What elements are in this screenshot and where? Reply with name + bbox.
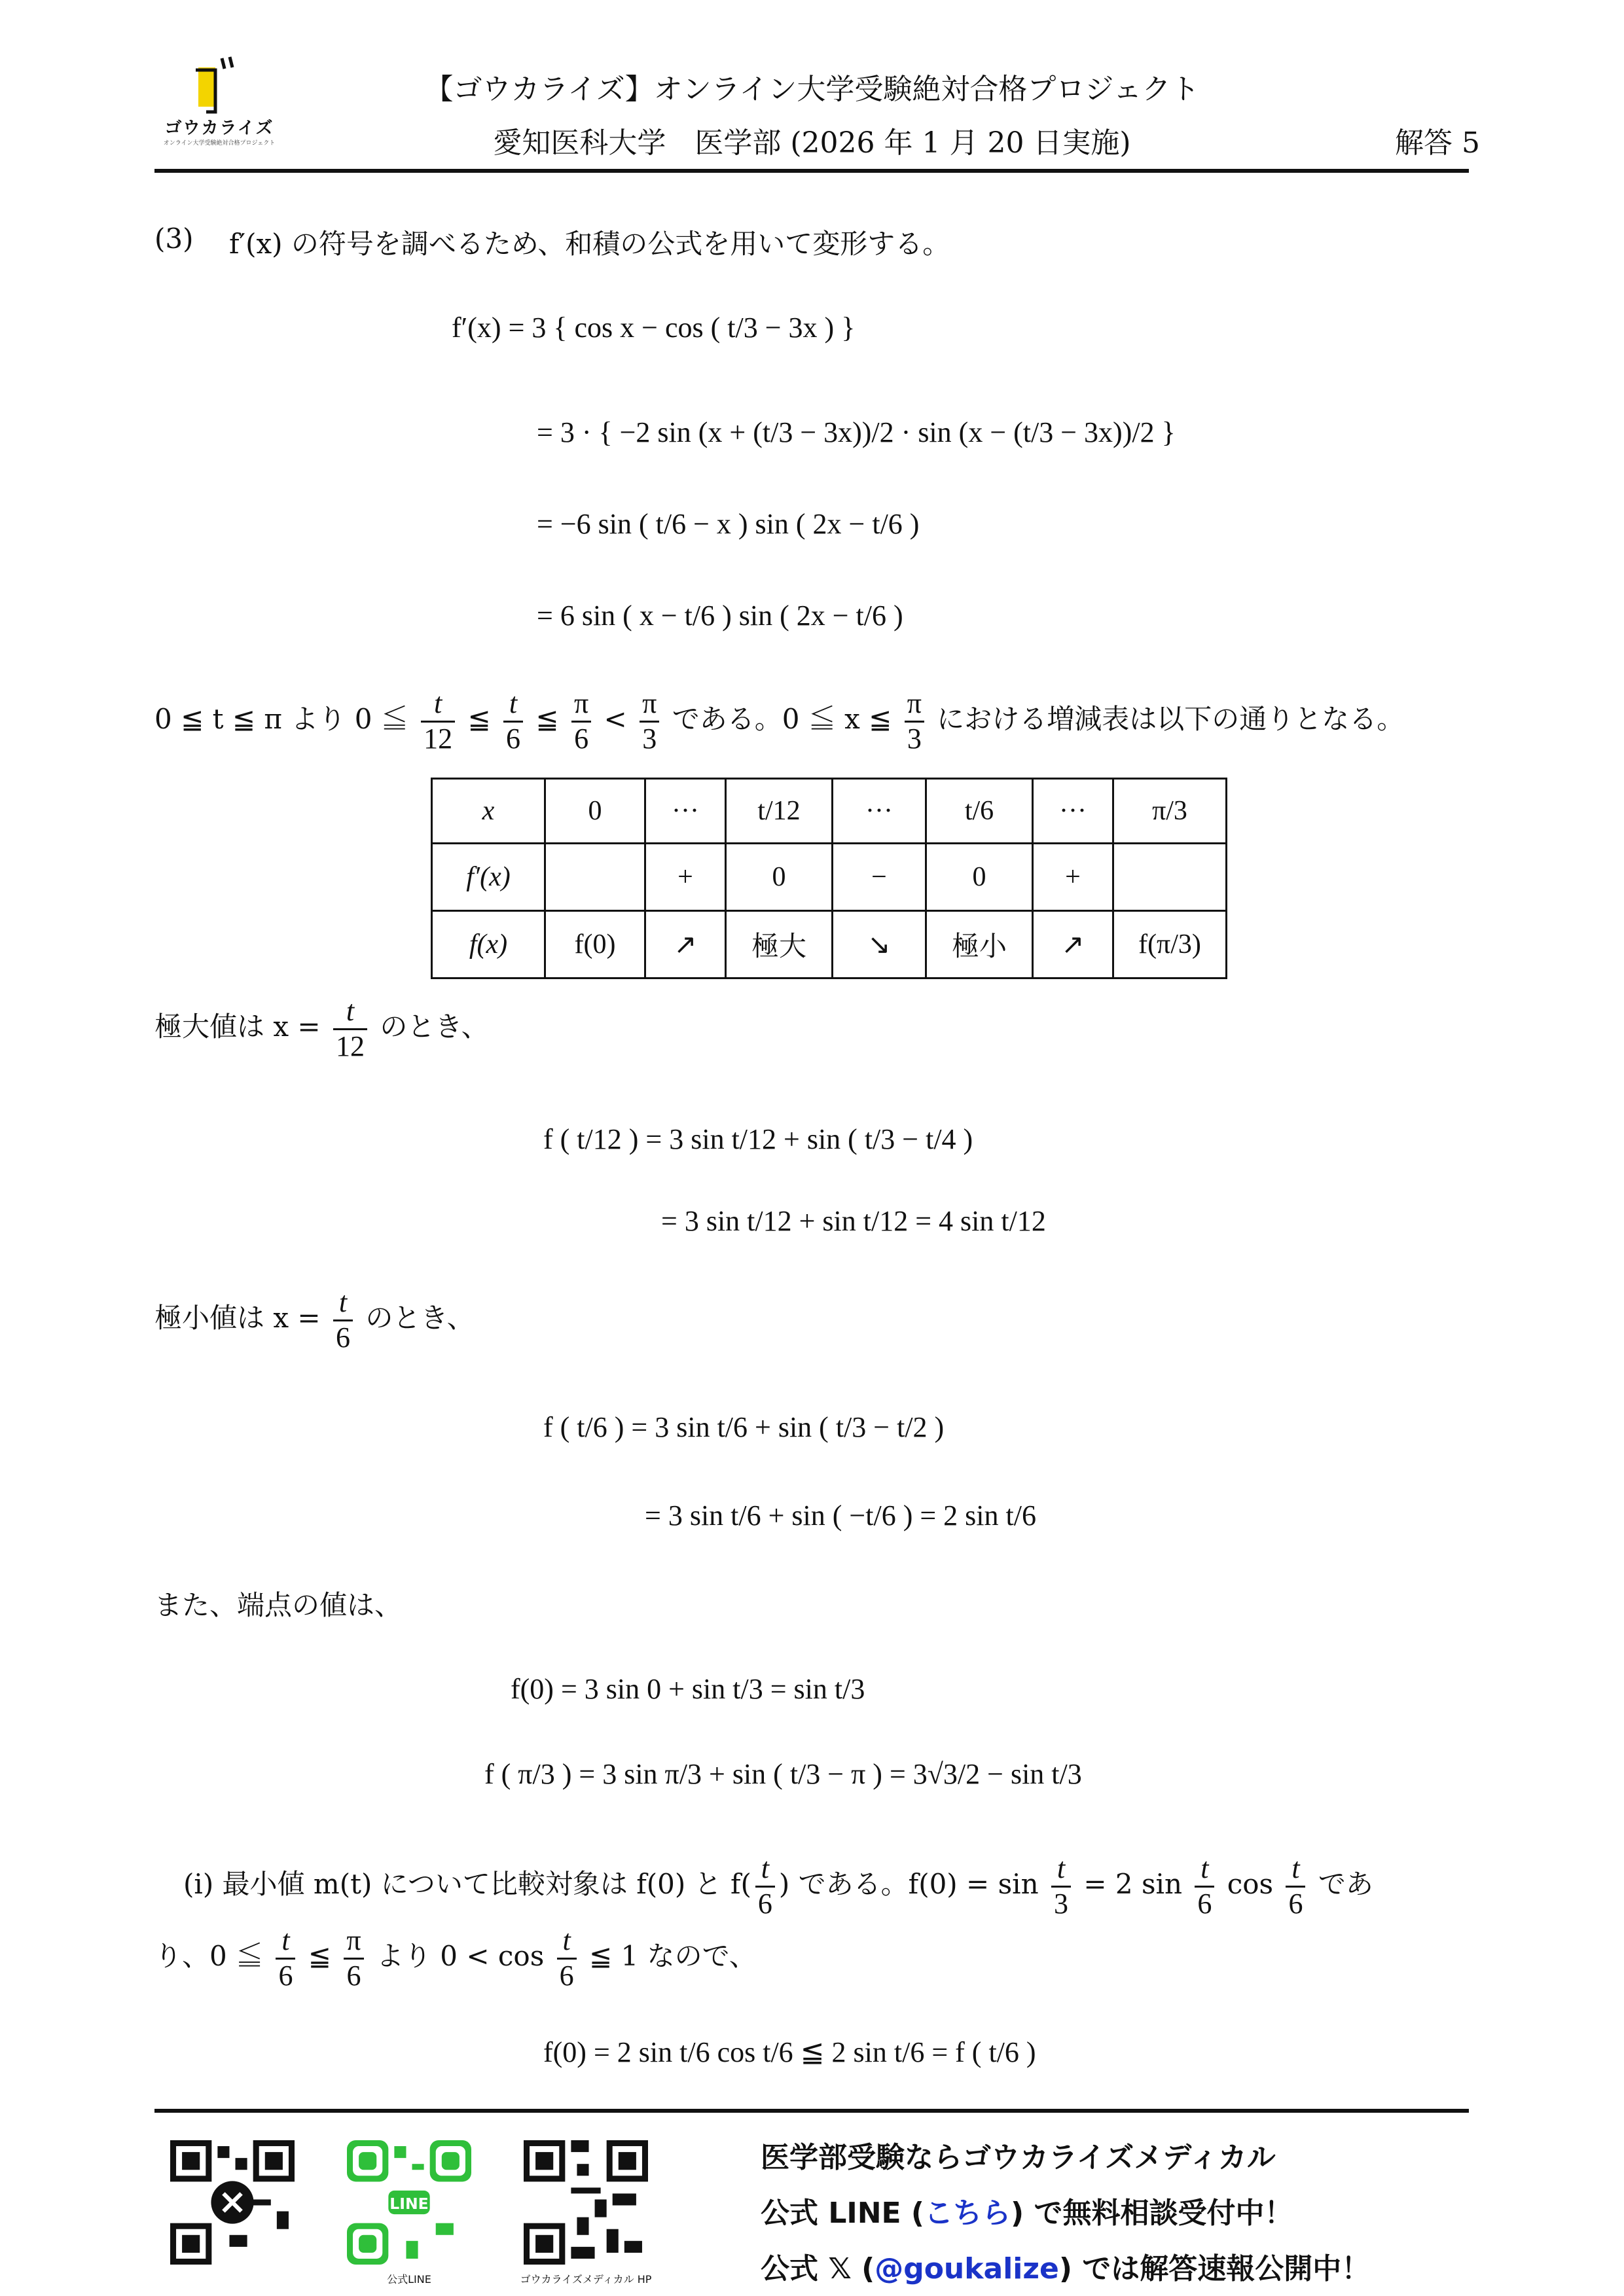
x-account-link[interactable]: @goukalize <box>875 2252 1059 2286</box>
table-row <box>432 844 1227 911</box>
table-cell: 0 <box>545 779 645 844</box>
line-link[interactable]: こちら <box>924 2197 1011 2230</box>
logo-tagline: オンライン大学受験絶対合格プロジェクト <box>163 140 276 147</box>
min-intro: 極小値は x = $\frac{t}{6}$ のとき、 <box>154 1286 475 1354</box>
section-intro: f′(x) の符号を調べるため、和積の公式を用いて変形する。 <box>229 228 950 260</box>
footer-divider <box>154 2109 1469 2113</box>
table-cell: + <box>1033 844 1113 911</box>
table-cell: − <box>833 844 926 911</box>
min-line-2: = 3 sin t/6 + sin ( −t/6 ) = 2 sin t/6 <box>645 1499 1036 1532</box>
table-cell <box>1113 844 1227 911</box>
part-i-line-2: り、0 ≦ $\frac{t}{6}$ ≦ $\frac{\pi}{6}$ より 0 < cos $\frac{t}{6}$ ≦ 1 なので、 <box>154 1924 757 1992</box>
table-cell: 0 <box>926 844 1033 911</box>
page-subtitle: 愛知医科大学 医学部 (2026 年 1 月 20 日実施) <box>493 126 1131 160</box>
table-cell: ··· <box>645 779 726 844</box>
footer-line-3: 公式 𝕏 (@goukalize) では解答速報公開中！ <box>761 2252 1371 2286</box>
svg-text:LINE: LINE <box>389 2194 429 2213</box>
table-cell: f′(x) <box>432 844 545 911</box>
endpoints-intro: また、端点の値は、 <box>154 1589 403 1621</box>
endpoints-line-2: f ( π/3 ) = 3 sin π/3 + sin ( t/3 − π ) = 3√3/2 − sin t/3 <box>484 1758 1082 1790</box>
hp-qr-caption: ゴウカライズメディカル HP <box>520 2273 652 2286</box>
table-cell: ↘ <box>833 911 926 978</box>
table-cell: ··· <box>1033 779 1113 844</box>
table-cell: + <box>645 844 726 911</box>
table-cell: 極大 <box>726 911 833 978</box>
range-sentence: 0 ≦ t ≦ π より 0 ≦ $\frac{t}{12}$ ≦ $\frac{t}{6}$ ≦ $\frac{\pi}{6}$ < $\frac{\pi}{3}$ である。0 ≦ x ≦ $\frac{\pi}{3}$ における増減表は以下の通りとなる。 <box>154 687 1405 755</box>
table-cell: t/6 <box>926 779 1033 844</box>
section-label: (3) <box>154 223 194 255</box>
x-qr-code-icon[interactable] <box>170 2140 295 2265</box>
endpoints-line-1: f(0) = 3 sin 0 + sin t/3 = sin t/3 <box>511 1673 865 1705</box>
table-cell: t/12 <box>726 779 833 844</box>
table-row <box>432 911 1227 978</box>
derivation-line-1: f′(x) = 3 { cos x − cos ( t/3 − 3x ) } <box>452 312 856 344</box>
table-cell: ↗ <box>645 911 726 978</box>
table-cell: ··· <box>833 779 926 844</box>
table-cell: 0 <box>726 844 833 911</box>
footer-line-2: 公式 LINE (こちら) で無料相談受付中！ <box>761 2197 1293 2230</box>
logo-name: ゴウカライズ <box>164 118 274 138</box>
table-cell: 極小 <box>926 911 1033 978</box>
derivation-line-2: = 3 · { −2 sin (x + (t/3 − 3x))/2 · sin (x − (t/3 − 3x))/2 } <box>537 416 1176 448</box>
page-title: 【ゴウカライズ】オンライン大学受験絶対合格プロジェクト <box>424 73 1200 106</box>
table-cell: ↗ <box>1033 911 1113 978</box>
hp-qr-code-icon[interactable] <box>524 2140 648 2265</box>
part-i-line-1: (i) 最小値 m(t) について比較対象は f(0) と f( $\frac{t}{6}$ ) である。f(0) = sin $\frac{t}{3}$ = 2 sin $\frac{t}{6}$ cos $\frac{t}{6}$ であ <box>183 1852 1373 1920</box>
table-row <box>432 779 1227 844</box>
variation-table <box>431 778 1227 979</box>
min-line-1: f ( t/6 ) = 3 sin t/6 + sin ( t/3 − t/2 ) <box>543 1411 945 1443</box>
derivation-line-3: = −6 sin ( t/6 − x ) sin ( 2x − t/6 ) <box>537 508 920 540</box>
header-divider <box>154 169 1469 173</box>
line-qr-code-icon[interactable] <box>347 2140 471 2265</box>
table-cell: f(x) <box>432 911 545 978</box>
part-i-line-3: f(0) = 2 sin t/6 cos t/6 ≦ 2 sin t/6 = f ( t/6 ) <box>543 2036 1036 2068</box>
table-cell <box>545 844 645 911</box>
line-qr-caption: 公式LINE <box>387 2273 431 2286</box>
footer-line-1: 医学部受験ならゴウカライズメディカル <box>761 2141 1276 2174</box>
max-line-2: = 3 sin t/12 + sin t/12 = 4 sin t/12 <box>661 1205 1046 1237</box>
max-intro: 極大値は x = $\frac{t}{12}$ のとき、 <box>154 995 489 1062</box>
max-line-1: f ( t/12 ) = 3 sin t/12 + sin ( t/3 − t/4 ) <box>543 1123 973 1155</box>
table-cell: x <box>432 779 545 844</box>
derivation-line-4: = 6 sin ( x − t/6 ) sin ( 2x − t/6 ) <box>537 600 903 632</box>
table-cell: f(π/3) <box>1113 911 1227 978</box>
table-cell: π/3 <box>1113 779 1227 844</box>
table-cell: f(0) <box>545 911 645 978</box>
answer-number: 解答 5 <box>1395 126 1480 160</box>
